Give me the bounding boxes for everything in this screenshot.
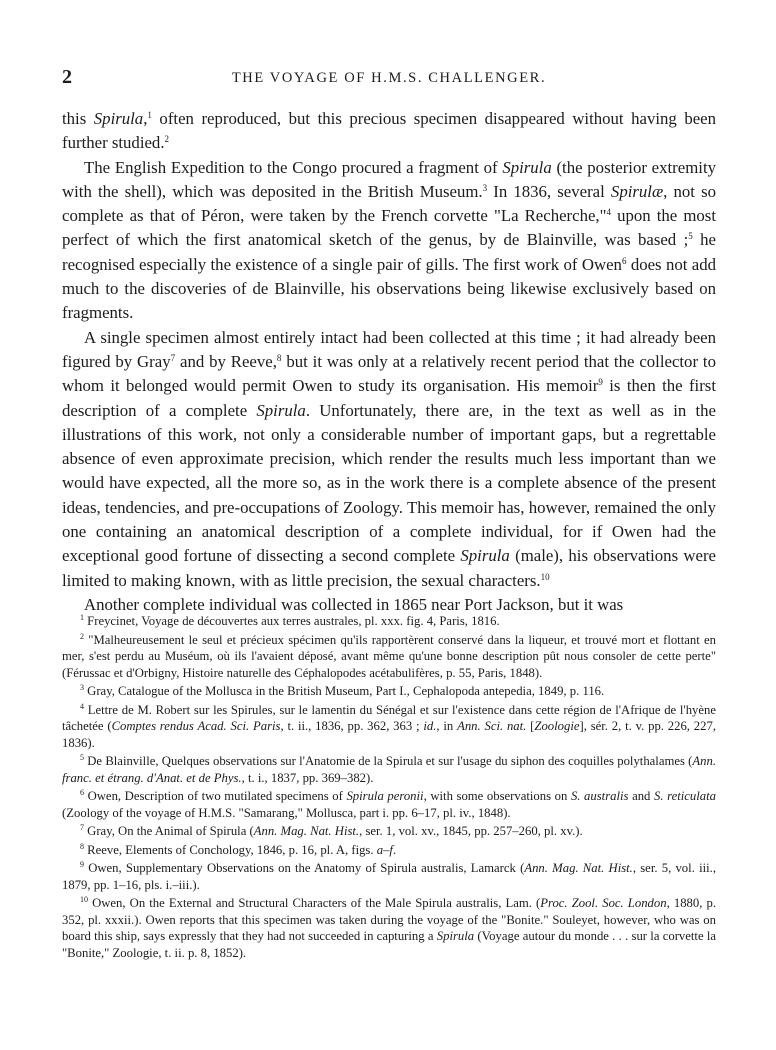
footnote-number: 7 <box>80 823 84 832</box>
footnote-number: 9 <box>80 860 84 869</box>
footnote-ref-5: 5 <box>688 231 693 242</box>
footnote-ref-9: 9 <box>598 377 603 388</box>
footnote: $^6$ Owen, Description of two mutilated specimens of Spirula peronii, with some observations on S. australis and S. reticulata (Zoology of the voyage of H.M.S. "Samarang," Mollusca, part i. pp. 6–17, pl. iv., 1848). <box>62 788 716 820</box>
footnote: $^1$ Freycinet, Voyage de découvertes aux terres australes, pl. xxx. fig. 4, Paris, 1816. <box>80 613 500 628</box>
footnote-ref-4: 4 <box>606 207 611 218</box>
footnote-number: 10 <box>80 895 88 904</box>
footnote-ref-10: 10 <box>540 571 550 582</box>
footnote: $^3$ Gray, Catalogue of the Mollusca in the British Museum, Part I., Cephalopoda antepedia, 1849, p. 116. <box>80 683 605 698</box>
paragraph-3: A single specimen almost entirely intact had been collected at this time ; it had already been figured by Gray$^7$ and by Reeve,$^8$ but it was only at a relatively recent period that the collector to whom it belonged would permit Owen to study its organisation. His memoir$^9$ is then the first description of a complete Spirula. Unfortunately, there are, in the text as well as in the illustrations of this work, not only a considerable number of important gaps, but a regrettable absence of even approximate precision, which render the results much less important than we would have expected, all the more so, as in the work there is a complete absence of the present ideas, tendencies, and pre-occupations of Zoology. This memoir has, however, remained the only one containing an anatomical description of a complete individual, for if Owen had the exceptional good fortune of dissecting a second complete Spirula (male), his observations were limited to making known, with as little precision, the sexual characters.$^{10}$ <box>62 327 717 590</box>
footnote-number: 8 <box>80 841 84 851</box>
footnote: $^8$ Reeve, Elements of Conchology, 1846, p. 16, pl. A, figs. a–f. <box>80 841 397 857</box>
paragraph-1: this Spirula,$^1$ often reproduced, but this precious specimen disappeared without having been further studied.$^2$ <box>62 109 716 153</box>
running-title: THE VOYAGE OF H.M.S. CHALLENGER. <box>231 70 547 86</box>
footnote-ref-6: 6 <box>621 255 627 266</box>
paragraph-2: The English Expedition to the Congo procured a fragment of Spirula (the posterior extremity with the shell), which was deposited in the British Museum.$^3$ In 1836, several Spirulæ, not so complete as that of Péron, were taken by the French corvette "La Recherche,"$^4$ upon the most perfect of which the first anatomical sketch of the genus, by de Blainville, was based ;$^5$ he recognised especially the existence of a single pair of gills. The first work of Owen$^6$ does not add much to the discoveries of de Blainville, his observations being likewise exclusively based on fragments. <box>62 157 716 323</box>
paragraph-4: Another complete individual was collected in 1865 near Port Jackson, but it was <box>84 594 624 614</box>
footnote-number: 1 <box>80 613 84 622</box>
footnote: $^2$ "Malheureusement le seul et précieux spécimen qu'ils rapportèrent conservé dans la liqueur, et trouvé mort et flottant en mer, s'est perdu au Muséum, où ils l'avaient déposé, avant même qu'une bonne description pût nous consoler de cette perte" (Férussac et d'Orbigny, Histoire naturelle des Céphalopodes acétabulifères, p. 55, Paris, 1848). <box>62 631 716 680</box>
footnote: $^5$ De Blainville, Quelques observations sur l'Anatomie de la Spirula et sur l'usage du siphon des coquilles polythalames (Ann. franc. et étrang. d'Anat. et de Phys., t. i., 1837, pp. 369–382). <box>62 753 716 785</box>
footnote-number: 3 <box>80 683 84 692</box>
footnote-number: 5 <box>80 753 84 762</box>
footnote-number: 4 <box>80 701 84 711</box>
footnote-ref-7: 7 <box>170 352 176 363</box>
footnotes <box>62 613 716 963</box>
running-head <box>62 66 716 90</box>
footnote-ref-3: 3 <box>482 182 488 193</box>
footnote: $^9$ Owen, Supplementary Observations on the Anatomy of Spirula australis, Lamarck (Ann. Mag. Nat. Hist., ser. 5, vol. iii., 1879, pp. 1–16, pls. i.–iii.). <box>62 860 716 892</box>
footnote-ref-1: 1 <box>147 110 152 120</box>
footnote-ref-8: 8 <box>276 352 282 363</box>
page-number: 2 <box>62 66 72 88</box>
body-text <box>62 107 716 617</box>
footnote: $^{10}$ Owen, On the External and Structural Characters of the Male Spirula australis, Lam. (Proc. Zool. Soc. London, 1880, p. 352, pl. xxxii.). Owen reports that this specimen was taken during the voyage of the "Bonite." Souleyet, however, who was on board this ship, says expressly that they had not succeeded in capturing a Spirula (Voyage autour du monde . . . sur la corvette la "Bonite," Zoologie, t. ii. p. 8, 1852). <box>62 895 717 960</box>
footnote-ref-2: 2 <box>164 134 170 145</box>
footnote-number: 6 <box>80 788 84 797</box>
footnote-number: 2 <box>80 631 84 641</box>
footnote: $^7$ Gray, On the Animal of Spirula (Ann. Mag. Nat. Hist., ser. 1, vol. xv., 1845, pp. 257–260, pl. xv.). <box>80 823 583 838</box>
footnote: $^4$ Lettre de M. Robert sur les Spirules, sur le lamentin du Sénégal et sur l'existence dans cette région de l'Afrique de l'hyène tâchetée (Comptes rendus Acad. Sci. Paris, t. ii., 1836, pp. 362, 363 ; id., in Ann. Sci. nat. [Zoologie], sér. 2, t. v. pp. 226, 227, 1836). <box>62 701 717 750</box>
